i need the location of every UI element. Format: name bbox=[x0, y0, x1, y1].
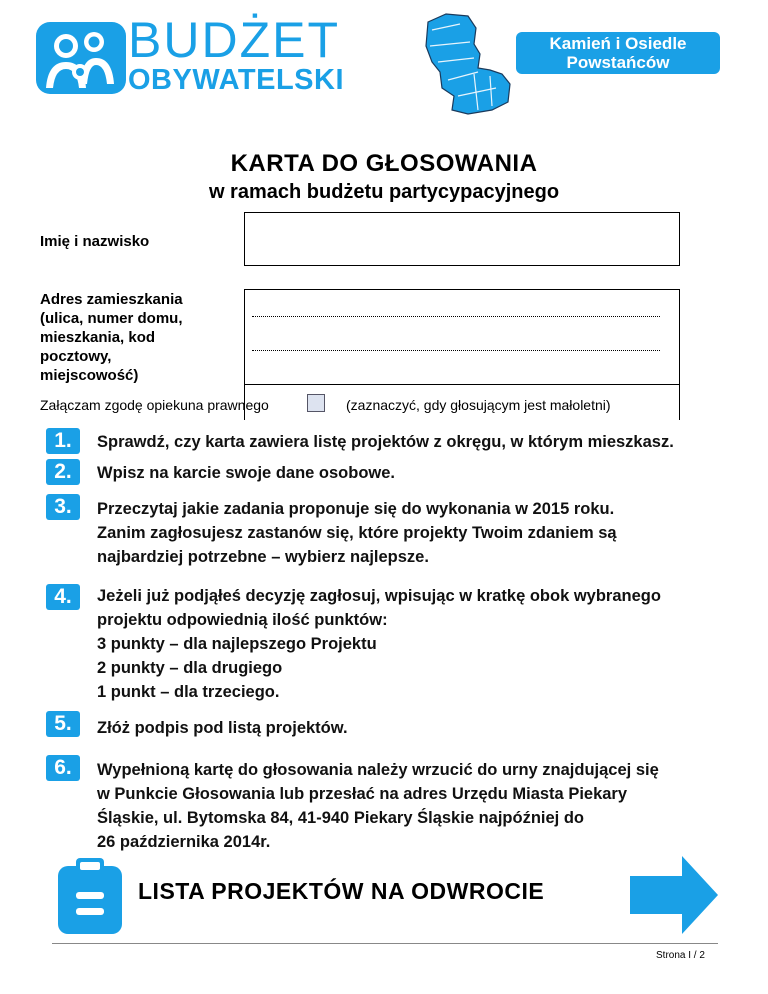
step-1-text bbox=[97, 430, 737, 454]
step-line: Sprawdź, czy karta zawiera listę projektów z okręgu, w którym mieszkasz. bbox=[97, 433, 674, 451]
step-number-badge: 2. bbox=[46, 459, 80, 485]
address-label bbox=[40, 290, 183, 385]
step-line: Złóż podpis pod listą projektów. bbox=[97, 719, 348, 737]
district-name-badge bbox=[516, 32, 720, 74]
guardian-consent-checkbox[interactable] bbox=[307, 394, 325, 412]
step-line: 26 października 2014r. bbox=[97, 833, 271, 851]
arrow-right-icon bbox=[630, 856, 718, 934]
address-box-divider bbox=[244, 384, 680, 385]
step-line: projektu odpowiednią ilość punktów: bbox=[97, 611, 388, 629]
address-label-line: mieszkania, kod bbox=[40, 329, 156, 346]
step-number-badge: 6. bbox=[46, 755, 80, 781]
step-number-badge: 3. bbox=[46, 494, 80, 520]
step-line: 1 punkt – dla trzeciego. bbox=[97, 683, 280, 701]
guardian-consent-note: (zaznaczyć, gdy głosującym jest małoletni) bbox=[346, 397, 611, 413]
district-line-1: Kamień i Osiedle bbox=[549, 34, 687, 53]
clipboard-icon bbox=[58, 858, 122, 934]
step-line: Zanim zagłosujesz zastanów się, które projekty Twoim zdaniem są bbox=[97, 524, 617, 542]
guardian-consent-label: Załączam zgodę opiekuna prawnego bbox=[40, 397, 269, 413]
page-title: KARTA DO GŁOSOWANIA bbox=[230, 150, 538, 177]
district-map-icon bbox=[418, 10, 518, 120]
people-logo-icon bbox=[36, 22, 126, 94]
name-input-box[interactable] bbox=[244, 212, 680, 266]
address-label-line: pocztowy, bbox=[40, 348, 112, 365]
step-line: Przeczytaj jakie zadania proponuje się do wykonania w 2015 roku. bbox=[97, 500, 615, 518]
name-label: Imię i nazwisko bbox=[40, 233, 150, 250]
address-label-line: miejscowość) bbox=[40, 367, 139, 384]
step-number-badge: 5. bbox=[46, 711, 80, 737]
step-number-badge: 1. bbox=[46, 428, 80, 454]
step-line: w Punkcie Głosowania lub przesłać na adres Urzędu Miasta Piekary bbox=[97, 785, 628, 803]
step-line: Jeżeli już podjąłeś decyzję zagłosuj, wpisując w kratkę obok wybranego bbox=[97, 587, 661, 605]
step-line: Wypełnioną kartę do głosowania należy wrzucić do urny znajdującej się bbox=[97, 761, 659, 779]
step-6-text bbox=[97, 758, 737, 854]
page-subtitle: w ramach budżetu partycypacyjnego bbox=[208, 181, 560, 203]
step-2-text bbox=[97, 461, 737, 485]
step-4-text bbox=[97, 584, 737, 704]
address-dotted-line-2 bbox=[252, 350, 660, 351]
address-dotted-line-1 bbox=[252, 316, 660, 317]
step-3-text bbox=[97, 497, 737, 569]
step-line: Wpisz na karcie swoje dane osobowe. bbox=[97, 464, 395, 482]
step-5-text bbox=[97, 716, 737, 740]
step-line: 3 punkty – dla najlepszego Projektu bbox=[97, 635, 377, 653]
address-label-line: Adres zamieszkania bbox=[40, 291, 183, 308]
address-label-line: (ulica, numer domu, bbox=[40, 310, 183, 327]
footer-divider bbox=[52, 943, 718, 944]
logo-text-budzet: BUDŻET bbox=[128, 12, 340, 68]
step-line: najbardziej potrzebne – wybierz najlepsze. bbox=[97, 548, 429, 566]
projects-on-back-label: LISTA PROJEKTÓW NA ODWROCIE bbox=[138, 878, 545, 904]
page-number: Strona I / 2 bbox=[656, 950, 705, 961]
step-line: 2 punkty – dla drugiego bbox=[97, 659, 283, 677]
step-line: Śląskie, ul. Bytomska 84, 41-940 Piekary Śląskie najpóźniej do bbox=[97, 809, 584, 827]
logo-text-obywatelski: OBYWATELSKI bbox=[128, 64, 345, 96]
step-number-badge: 4. bbox=[46, 584, 80, 610]
district-line-2: Powstańców bbox=[566, 53, 670, 72]
